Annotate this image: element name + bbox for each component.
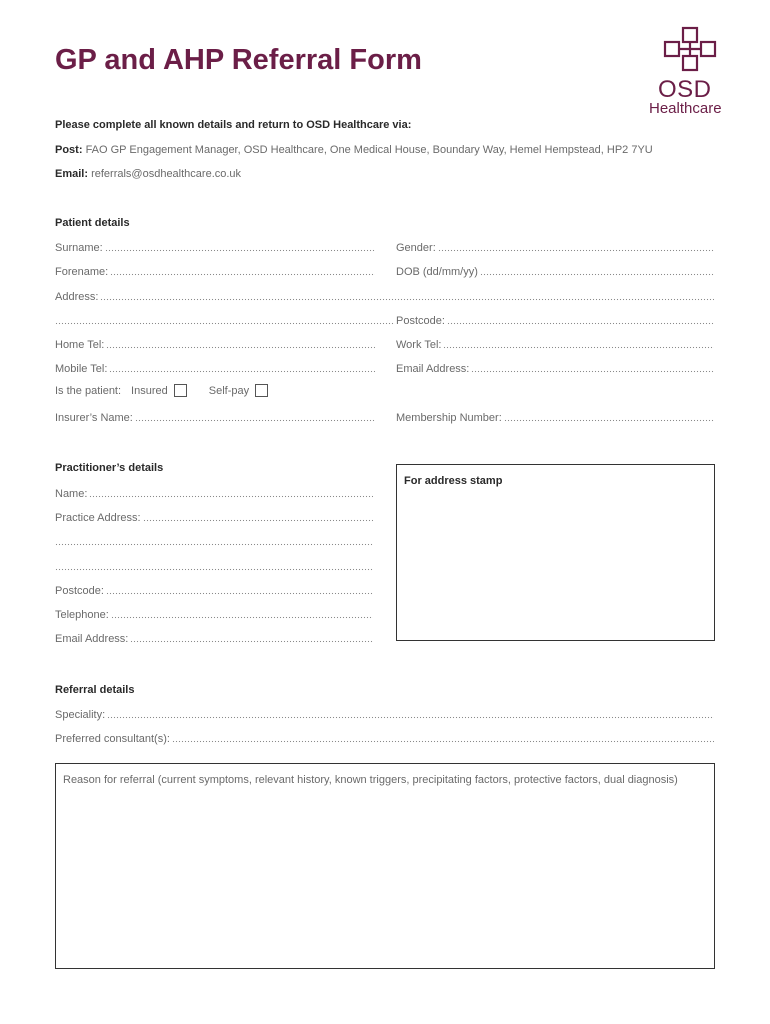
post-line xyxy=(55,144,653,156)
speciality-field[interactable] xyxy=(55,707,714,721)
post-label: Post: xyxy=(55,144,83,156)
practice-address-line-2[interactable] xyxy=(55,534,373,548)
dob-field[interactable] xyxy=(396,264,714,278)
membership-number-label: Membership Number: xyxy=(396,412,502,424)
practice-address-input-line[interactable] xyxy=(143,519,373,522)
is-patient-label: Is the patient: xyxy=(55,384,122,397)
practitioner-telephone-input-line[interactable] xyxy=(111,616,373,619)
address-line-2[interactable] xyxy=(55,313,395,327)
logo-healthcare-text: Healthcare xyxy=(649,100,722,117)
forename-field[interactable] xyxy=(55,264,375,278)
patient-type-row xyxy=(55,384,268,397)
surname-label: Surname: xyxy=(55,242,103,254)
instruction-text: Please complete all known details and return to OSD Healthcare via: xyxy=(55,119,412,131)
preferred-consultant-input-line[interactable] xyxy=(172,740,714,743)
insurer-name-field[interactable] xyxy=(55,410,375,424)
reason-for-referral-label: Reason for referral (current symptoms, relevant history, known triggers, precipitating factors, protective factors, dual diagnosis) xyxy=(63,774,678,786)
insurer-name-label: Insurer’s Name: xyxy=(55,412,133,424)
practitioner-postcode-label: Postcode: xyxy=(55,585,104,597)
insured-label: Insured xyxy=(131,384,168,397)
home-tel-label: Home Tel: xyxy=(55,339,105,351)
email-address-label: Email Address: xyxy=(396,363,470,375)
email-label: Email: xyxy=(55,168,89,180)
practice-address-line-3[interactable] xyxy=(55,559,373,573)
home-tel-field[interactable] xyxy=(55,337,375,351)
email-line xyxy=(55,168,241,180)
forename-label: Forename: xyxy=(55,266,109,278)
self-pay-label: Self-pay xyxy=(208,384,250,397)
gender-field[interactable] xyxy=(396,240,714,254)
mobile-tel-input-line[interactable] xyxy=(109,370,375,373)
surname-input-line[interactable] xyxy=(105,249,375,252)
dob-label: DOB (dd/mm/yy) xyxy=(396,266,478,278)
practitioner-details-heading: Practitioner’s details xyxy=(55,462,164,474)
referral-details-heading: Referral details xyxy=(55,684,135,696)
mobile-tel-label: Mobile Tel: xyxy=(55,363,108,375)
practice-address-field[interactable] xyxy=(55,510,373,524)
postcode-field[interactable] xyxy=(396,313,714,327)
address-input-line[interactable] xyxy=(100,298,714,301)
logo-osd-text: OSD xyxy=(658,76,712,103)
forename-input-line[interactable] xyxy=(110,273,375,276)
practitioner-telephone-label: Telephone: xyxy=(55,609,109,621)
self-pay-checkbox[interactable] xyxy=(255,384,268,397)
membership-number-field[interactable] xyxy=(396,410,714,424)
postcode-label: Postcode: xyxy=(396,315,445,327)
practitioner-email-label: Email Address: xyxy=(55,633,129,645)
practitioner-name-field[interactable] xyxy=(55,486,373,500)
work-tel-field[interactable] xyxy=(396,337,714,351)
address-line-2-input[interactable] xyxy=(55,322,395,325)
address-stamp-box[interactable] xyxy=(396,464,715,641)
email-address-field[interactable] xyxy=(396,361,714,375)
address-stamp-label: For address stamp xyxy=(404,475,503,487)
patient-details-heading: Patient details xyxy=(55,217,130,229)
practice-address-label: Practice Address: xyxy=(55,512,141,524)
membership-number-input-line[interactable] xyxy=(504,419,714,422)
insured-checkbox[interactable] xyxy=(174,384,187,397)
speciality-label: Speciality: xyxy=(55,709,106,721)
address-label: Address: xyxy=(55,291,99,303)
preferred-consultant-label: Preferred consultant(s): xyxy=(55,733,170,745)
reason-for-referral-box[interactable] xyxy=(55,763,715,969)
address-field[interactable] xyxy=(55,289,714,303)
practice-address-line-3-input[interactable] xyxy=(55,568,373,571)
home-tel-input-line[interactable] xyxy=(106,346,375,349)
practitioner-name-label: Name: xyxy=(55,488,88,500)
practitioner-postcode-field[interactable] xyxy=(55,583,373,597)
practitioner-telephone-field[interactable] xyxy=(55,607,373,621)
work-tel-input-line[interactable] xyxy=(443,346,714,349)
postcode-input-line[interactable] xyxy=(447,322,714,325)
practitioner-email-field[interactable] xyxy=(55,631,373,645)
surname-field[interactable] xyxy=(55,240,375,254)
preferred-consultant-field[interactable] xyxy=(55,731,714,745)
practitioner-postcode-input-line[interactable] xyxy=(106,592,373,595)
email-address-link[interactable]: referrals@osdhealthcare.co.uk xyxy=(91,168,242,180)
work-tel-label: Work Tel: xyxy=(396,339,442,351)
osd-logo xyxy=(640,22,740,122)
email-address-input-line[interactable] xyxy=(471,370,714,373)
speciality-input-line[interactable] xyxy=(107,716,714,719)
post-address: FAO GP Engagement Manager, OSD Healthcare, One Medical House, Boundary Way, Hemel Hempstead, HP2 7YU xyxy=(85,144,653,156)
practice-address-line-2-input[interactable] xyxy=(55,543,373,546)
cross-logo-icon xyxy=(640,22,740,76)
gender-input-line[interactable] xyxy=(438,249,714,252)
insurer-name-input-line[interactable] xyxy=(135,419,375,422)
gender-label: Gender: xyxy=(396,242,436,254)
dob-input-line[interactable] xyxy=(480,273,714,276)
practitioner-name-input-line[interactable] xyxy=(89,495,373,498)
mobile-tel-field[interactable] xyxy=(55,361,375,375)
page-title: GP and AHP Referral Form xyxy=(55,44,422,76)
practitioner-email-input-line[interactable] xyxy=(130,640,373,643)
